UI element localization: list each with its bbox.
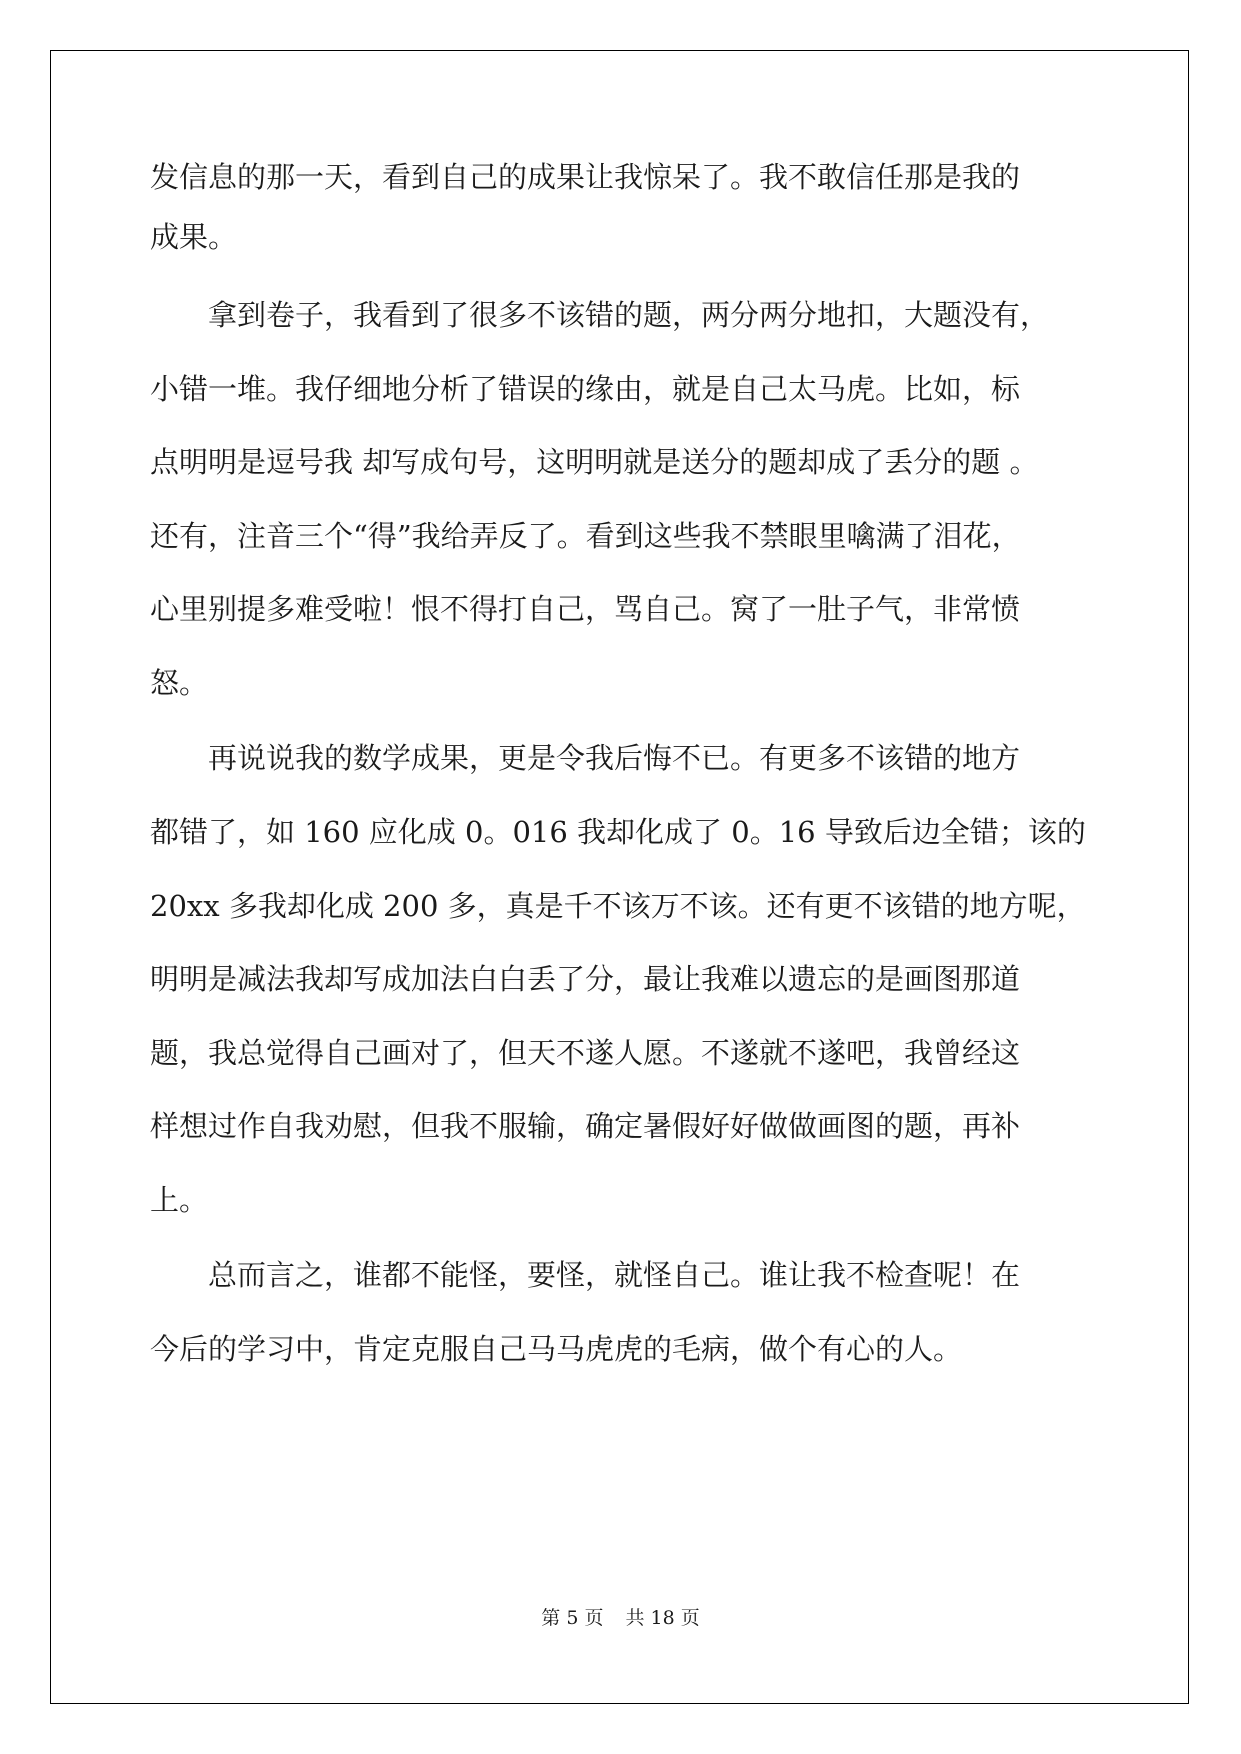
text-line: 明明是减法我却写成加法白白丢了分，最让我难以遗忘的是画图那道	[150, 962, 1021, 996]
text-line: 发信息的那一天，看到自己的成果让我惊呆了。我不敢信任那是我的	[150, 160, 1021, 194]
page-footer	[0, 1603, 1241, 1630]
text-line: 20xx 多我却化成 200 多，真是千不该万不该。还有更不该错的地方呢，	[150, 889, 1086, 923]
text-line: 怒。	[150, 666, 209, 700]
text-line: 题，我总觉得自己画对了，但天不遂人愿。不遂就不遂吧，我曾经这	[150, 1036, 1021, 1070]
text-line: 小错一堆。我仔细地分析了错误的缘由，就是自己太马虎。比如，标	[150, 372, 1021, 406]
text-line: 上。	[150, 1183, 209, 1217]
text-line: 拿到卷子，我看到了很多不该错的题，两分两分地扣，大题没有，	[150, 298, 1050, 332]
text-line: 总而言之，谁都不能怪，要怪，就怪自己。谁让我不检查呢！在	[150, 1258, 1021, 1292]
text-line: 点明明是逗号我 却写成句号，这明明就是送分的题却成了丢分的题 。	[150, 445, 1039, 479]
page-total: 共 18 页	[625, 1607, 700, 1629]
text-line: 再说说我的数学成果，更是令我后悔不已。有更多不该错的地方	[150, 741, 1021, 775]
text-line: 今后的学习中，肯定克服自己马马虎虎的毛病，做个有心的人。	[150, 1332, 963, 1366]
text-line: 都错了，如 160 应化成 0。016 我却化成了 0。16 导致后边全错；该的	[150, 815, 1086, 849]
text-line: 心里别提多难受啦！恨不得打自己，骂自己。窝了一肚子气，非常愤	[150, 592, 1021, 626]
text-line: 成果。	[150, 220, 238, 254]
text-line: 还有，注音三个“得”我给弄反了。看到这些我不禁眼里噙满了泪花，	[150, 519, 1021, 553]
page-number: 第 5 页	[541, 1607, 604, 1629]
text-line: 样想过作自我劝慰，但我不服输，确定暑假好好做做画图的题，再补	[150, 1109, 1021, 1143]
